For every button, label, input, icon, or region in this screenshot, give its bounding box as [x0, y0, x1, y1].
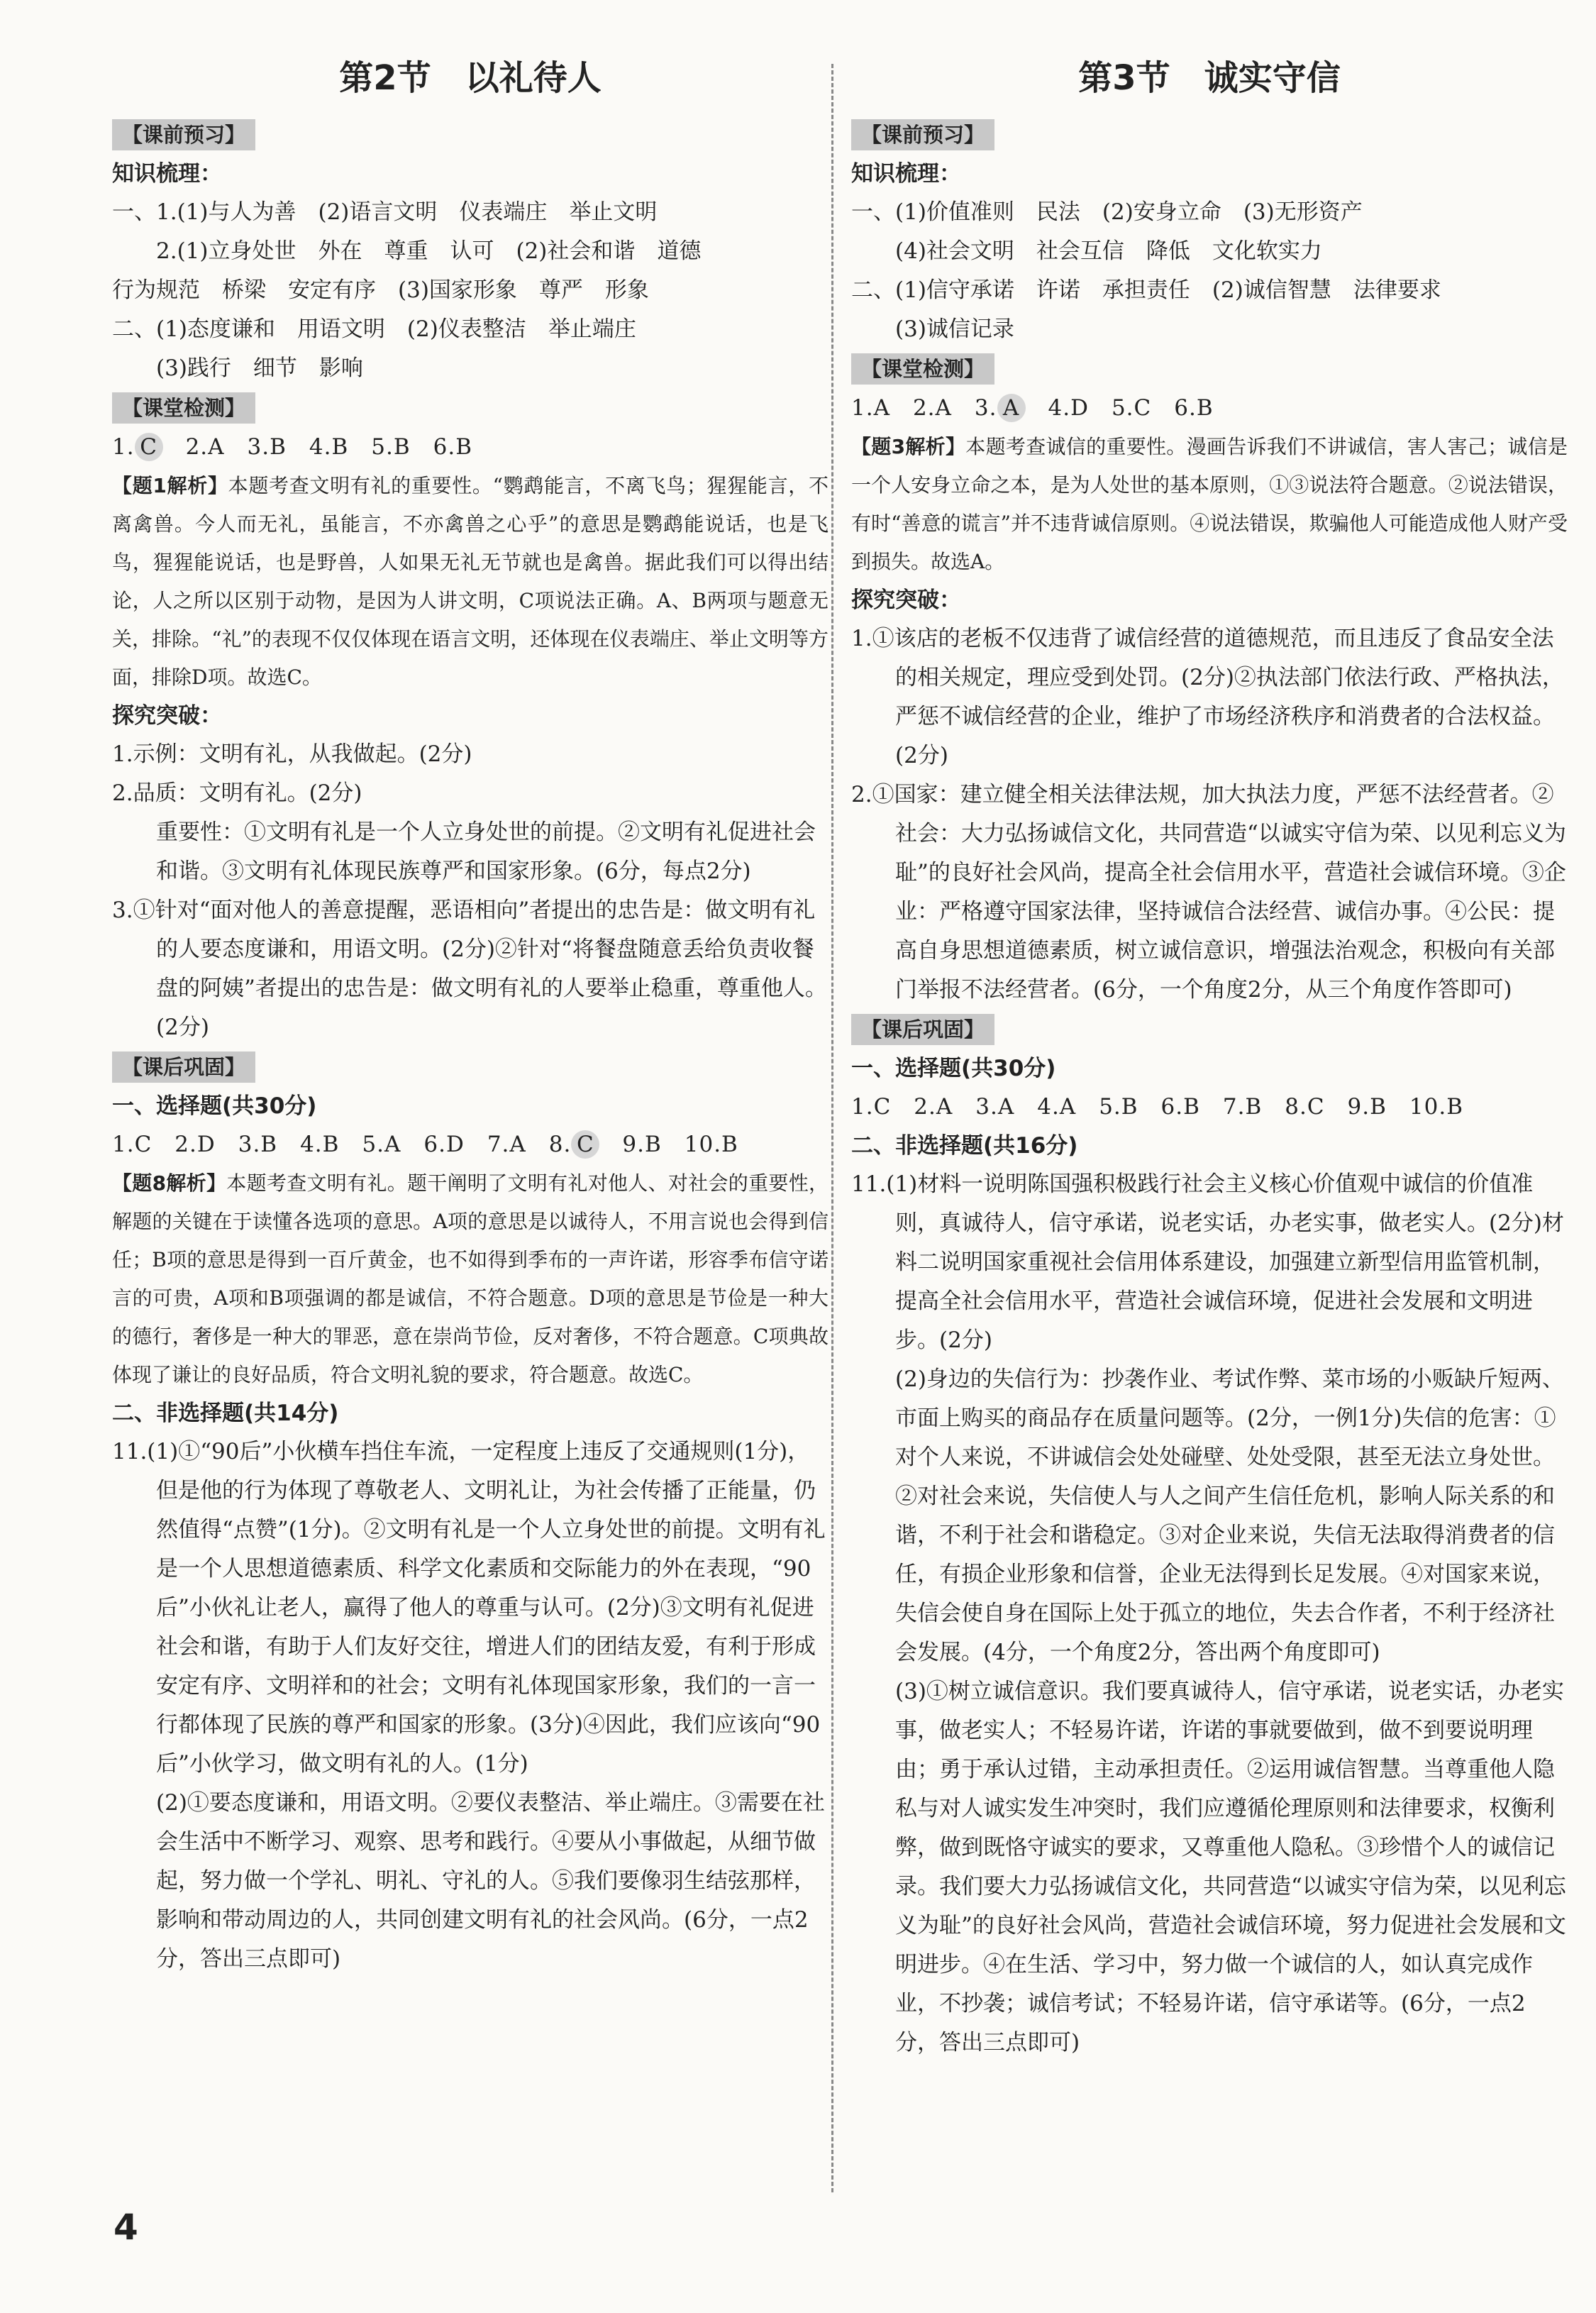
class-test-tag: 【课堂检测】 — [112, 392, 255, 424]
analysis-paragraph: 【题8解析】本题考查文明有礼。题干阐明了文明有礼对他人、对社会的重要性，解题的关键在于读懂各选项的意思。A项的意思是以诚待人，不用言说也会得到信任；B项的意思是得到一百斤黄金，也不如得到季布的一声许诺，形容季布信守诺言的可贵，A项和B项强调的都是诚信，不符合题意。D项的意思是节俭是一种大的德行，奢侈是一种大的罪恶，意在崇尚节俭，反对奢侈，不符合题意。C项典故体现了谦让的良好品质，符合文明礼貌的要求，符合题意。故选C。 — [112, 1171, 829, 1386]
knowledge-line: (4)社会文明 社会互信 降低 文化软实力 — [895, 238, 1322, 264]
analysis-label: 【题3解析】 — [851, 435, 966, 458]
question-answer: 11.(1)①“90后”小伙横车挡住车流，一定程度上违反了交通规则(1分)，但是他的行为体现了尊敬老人、文明礼让，为社会传播了正能量，仍然值得“点赞”(1分)。②文明有礼是一个人立身处世的前提。文明有礼是一个人思想道德素质、科学文化素质和交际能力的外在表现，“90后”小伙礼让老人，赢得了他人的尊重与认可。(2分)③文明有礼促进社会和谐，有助于人们友好交往，增进人们的团结友爱，有利于形成安定有序、文明祥和的社会；文明有礼体现国家形象，我们的一言一行都体现了民族的尊严和国家的形象。(3分)④因此，我们应该向“90后”小伙学习，做文明有礼的人。(1分) — [112, 1439, 826, 1777]
knowledge-label: 知识梳理： — [112, 161, 222, 187]
knowledge-line: (3)诚信记录 — [895, 316, 1014, 342]
highlight-mark: A — [997, 394, 1026, 422]
knowledge-line: 一、1.(1)与人为善 (2)语言文明 仪表端庄 举止文明 — [112, 199, 658, 225]
knowledge-line: 二、(1)信守承诺 许诺 承担责任 (2)诚信智慧 法律要求 — [851, 277, 1441, 303]
preview-tag: 【课前预习】 — [112, 119, 255, 150]
explore-item: 1.示例：文明有礼，从我做起。(2分) — [112, 741, 472, 767]
choice-answers: 1.C 2.A 3.A 4.A 5.B 6.B 7.B 8.C 9.B 10.B — [851, 1094, 1463, 1120]
column-divider — [831, 64, 833, 2192]
explore-item: 1.①该店的老板不仅违背了诚信经营的道德规范，而且违反了食品安全法的相关规定，理应受到处罚。(2分)②执法部门依法行政、严格执法，严惩不诚信经营的企业，维护了市场经济秩序和消费者的合法权益。(2分) — [851, 626, 1564, 768]
analysis-label: 【题8解析】 — [112, 1171, 227, 1195]
highlight-mark: C — [135, 433, 163, 461]
knowledge-label: 知识梳理： — [851, 161, 961, 187]
question-answer: 11.(1)材料一说明陈国强积极践行社会主义核心价值观中诚信的价值准则，真诚待人，信守承诺，说老实话，办老实事，做老实人。(2分)材料二说明国家重视社会信用体系建设，加强建立新型信用监管机制，提高全社会信用水平，营造社会诚信环境，促进社会发展和文明进步。(2分) — [851, 1171, 1564, 1353]
choice-label: 一、选择题(共30分) — [112, 1093, 317, 1119]
highlight-mark: C — [571, 1130, 599, 1159]
choice-answers: 1.C 2.D 3.B 4.B 5.A 6.D 7.A 8. C 9.B 10.B — [112, 1132, 738, 1157]
question-answer: (3)①树立诚信意识。我们要真诚待人，信守承诺，说老实话，办老实事，做老实人；不轻易许诺，许诺的事就要做到，做不到要说明理由；勇于承认过错，主动承担责任。②运用诚信智慧。当尊重他人隐私与对人诚实发生冲突时，我们应遵循伦理原则和法律要求，权衡利弊，做到既恪守诚实的要求，又尊重他人隐私。③珍惜个人的诚信记录。我们要大力弘扬诚信文化，共同营造“以诚实守信为荣，以见利忘义为耻”的良好社会风尚，营造社会诚信环境，努力促进社会发展和文明进步。④在生活、学习中，努力做一个诚信的人，如认真完成作业，不抄袭；诚信考试；不轻易许诺，信守承诺等。(6分，一点2分，答出三点即可) — [895, 1679, 1566, 2055]
explore-item: 3.①针对“面对他人的善意提醒，恶语相向”者提出的忠告是：做文明有礼的人要态度谦和，用语文明。(2分)②针对“将餐盘随意丢给负责收餐盘的阿姨”者提出的忠告是：做文明有礼的人要举止稳重，尊重他人。(2分) — [112, 898, 827, 1040]
after-class-tag: 【课后巩固】 — [112, 1051, 255, 1083]
analysis-paragraph: 【题1解析】本题考查文明有礼的重要性。“鹦鹉能言，不离飞鸟；猩猩能言，不离禽兽。今人而无礼，虽能言，不亦禽兽之心乎”的意思是鹦鹉能说话，也是飞鸟，猩猩能说话，也是野兽，人如果无礼无节就也是禽兽。据此我们可以得出结论，人之所以区别于动物，是因为人讲文明，C项说法正确。A、B两项与题意无关，排除。“礼”的表现不仅仅体现在语言文明，还体现在仪表端庄、举止文明等方面，排除D项。故选C。 — [112, 474, 829, 689]
nonchoice-label: 二、非选择题(共16分) — [851, 1133, 1078, 1159]
class-answers: 1.A 2.A 3. A 4.D 5.C 6.B — [851, 395, 1214, 421]
explore-label: 探究突破： — [112, 703, 222, 729]
after-class-tag: 【课后巩固】 — [851, 1014, 994, 1045]
right-column — [851, 50, 1568, 2063]
explore-item: 2.品质：文明有礼。(2分) — [112, 780, 362, 806]
explore-item: 2.①国家：建立健全相关法律法规，加大执法力度，严惩不法经营者。②社会：大力弘扬诚信文化，共同营造“以诚实守信为荣、以见利忘义为耻”的良好社会风尚，提高全社会信用水平，营造社会诚信环境。③企业：严格遵守国家法律，坚持诚信合法经营、诚信办事。④公民：提高自身思想道德素质，树立诚信意识，增强法治观念，积极向有关部门举报不法经营者。(6分，一个角度2分，从三个角度作答即可) — [851, 782, 1566, 1003]
section-title: 第2节 以礼待人 — [339, 58, 602, 98]
knowledge-line: 二、(1)态度谦和 用语文明 (2)仪表整洁 举止端庄 — [112, 316, 636, 342]
choice-label: 一、选择题(共30分) — [851, 1056, 1056, 1081]
preview-tag: 【课前预习】 — [851, 119, 994, 150]
class-test-tag: 【课堂检测】 — [851, 353, 994, 385]
explore-item: 重要性：①文明有礼是一个人立身处世的前提。②文明有礼促进社会和谐。③文明有礼体现民族尊严和国家形象。(6分，每点2分) — [156, 819, 816, 884]
nonchoice-label: 二、非选择题(共14分) — [112, 1401, 339, 1426]
question-answer: (2)①要态度谦和，用语文明。②要仪表整洁、举止端庄。③需要在社会生活中不断学习、观察、思考和践行。④要从小事做起，从细节做起，努力做一个学礼、明礼、守礼的人。⑤我们要像羽生结弦那样，影响和带动周边的人，共同创建文明有礼的社会风尚。(6分，一点2分，答出三点即可) — [156, 1790, 825, 1972]
knowledge-line: 2.(1)立身处世 外在 尊重 认可 (2)社会和谐 道德 — [156, 238, 702, 264]
section-title: 第3节 诚实守信 — [1078, 58, 1341, 98]
analysis-paragraph: 【题3解析】本题考查诚信的重要性。漫画告诉我们不讲诚信，害人害己；诚信是一个人安身立命之本，是为人处世的基本原则，①③说法符合题意。②说法错误，有时“善意的谎言”并不违背诚信原则。④说法错误，欺骗他人可能造成他人财产受到损失。故选A。 — [851, 435, 1568, 573]
analysis-label: 【题1解析】 — [112, 474, 228, 497]
class-answers: 1. C 2.A 3.B 4.B 5.B 6.B — [112, 434, 472, 460]
page-number: 4 — [113, 2207, 138, 2248]
knowledge-line: (3)践行 细节 影响 — [156, 355, 363, 381]
question-answer: (2)身边的失信行为：抄袭作业、考试作弊、菜市场的小贩缺斤短两、市面上购买的商品存在质量问题等。(2分，一例1分)失信的危害：①对个人来说，不讲诚信会处处碰壁、处处受限，甚至无法立身处世。②对社会来说，失信使人与人之间产生信任危机，影响人际关系的和谐，不利于社会和谐稳定。③对企业来说，失信无法取得消费者的信任，有损企业形象和信誉，企业无法得到长足发展。④对国家来说，失信会使自身在国际上处于孤立的地位，失去合作者，不利于经济社会发展。(4分，一个角度2分，答出两个角度即可) — [895, 1367, 1564, 1665]
left-column — [112, 50, 829, 1979]
knowledge-line: 行为规范 桥梁 安定有序 (3)国家形象 尊严 形象 — [112, 277, 649, 303]
explore-label: 探究突破： — [851, 587, 961, 613]
knowledge-line: 一、(1)价值准则 民法 (2)安身立命 (3)无形资产 — [851, 199, 1363, 225]
